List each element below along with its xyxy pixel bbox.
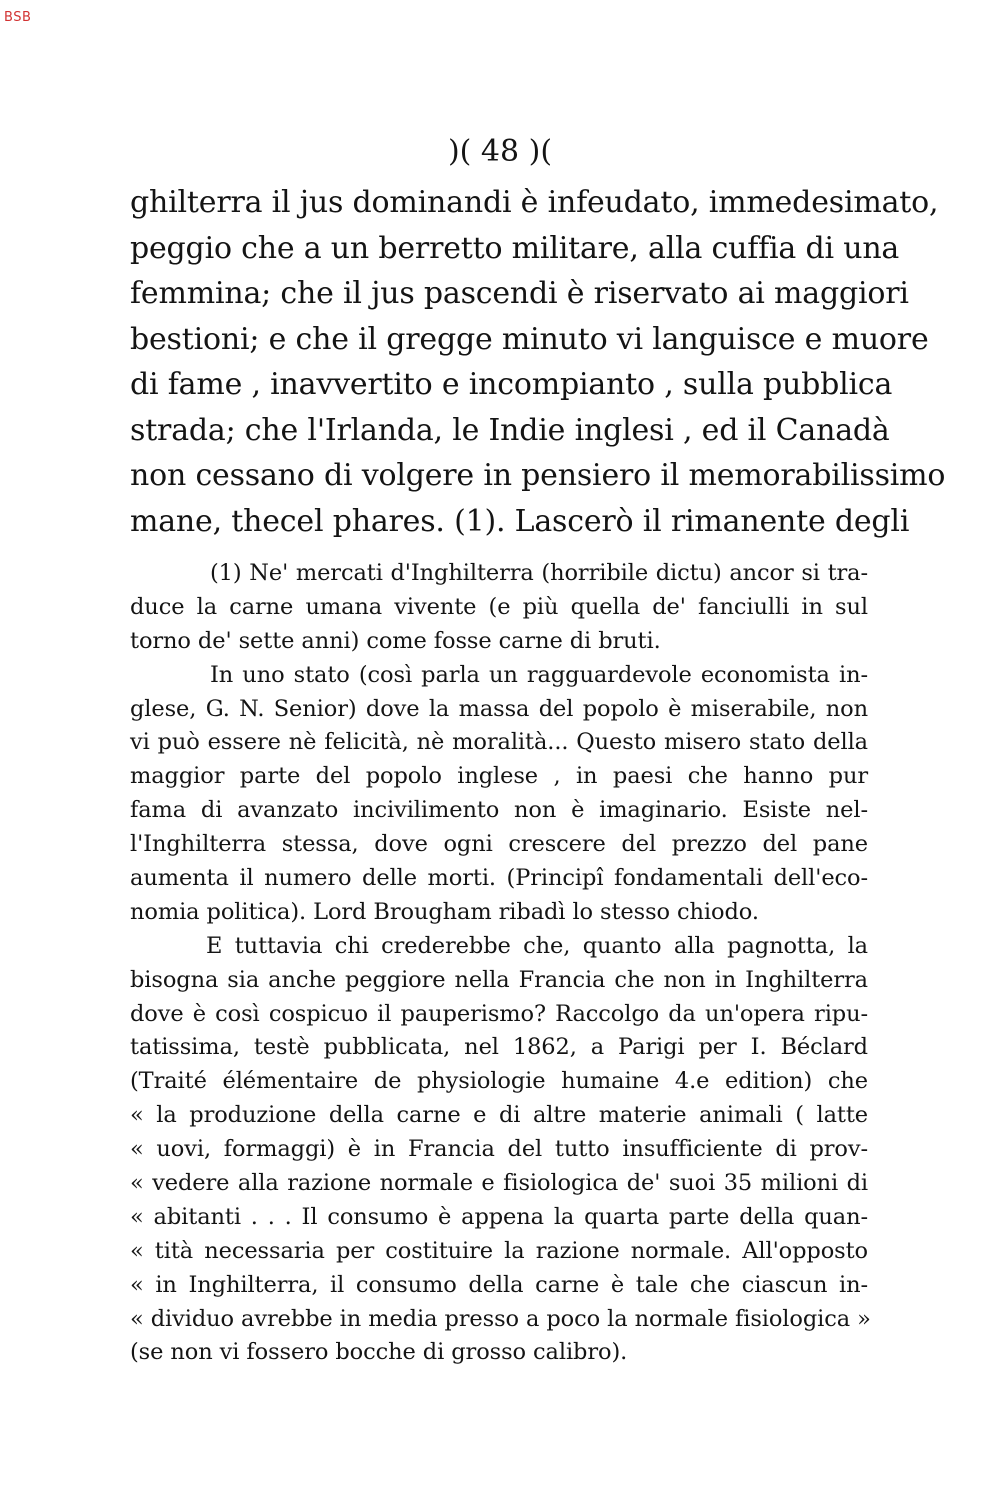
footnote-line: « dividuo avrebbe in media presso a poco la normale fisiologica » [130,1305,871,1332]
main-line: non cessano di volgere in pensiero il memorabilissimo [130,458,946,493]
footnote-line: « in Inghilterra, il consumo della carne è tale che ciascun in- [130,1271,868,1298]
footnote-line: maggior parte del popolo inglese , in paesi che hanno pur [130,763,868,790]
main-line: mane, thecel phares. (1). Lascerò il rimanente degli [130,503,910,539]
footnote-block [130,557,871,1370]
footnote-line: nomia politica). Lord Brougham ribadì lo stesso chiodo. [130,898,759,925]
footnote-line: (Traité élémentaire de physiologie humaine 4.e edition) che [130,1068,868,1095]
footnote-line: (se non vi fossero bocche di grosso calibro). [130,1339,628,1366]
footnote-line: « abitanti . . . Il consumo è appena la quarta parte della quan- [130,1203,868,1230]
main-line: ghilterra il jus dominandi è infeudato, immedesimato, [130,185,939,220]
footnote-line: aumenta il numero delle morti. (Principî fondamentali dell'eco- [130,865,868,892]
footnote-line: vi può essere nè felicità, nè moralità... Questo misero stato della [130,729,868,756]
footnote-line: dove è così cospicuo il pauperismo? Raccolgo da un'opera ripu- [130,1000,868,1027]
main-line: femmina; che il jus pascendi è riservato ai maggiori [130,276,909,311]
footnote-line: (1) Ne' mercati d'Inghilterra (horribile dictu) ancor si tra- [210,560,868,586]
main-line: bestioni; e che il gregge minuto vi languisce e muore [130,321,929,357]
footnote-line: torno de' sette anni) come fosse carne di bruti. [130,627,661,654]
footnote-line: duce la carne umana vivente (e più quella de' fanciulli in sul [130,593,868,620]
footnote-line: « vedere alla razione normale e fisiologica de' suoi 35 milioni di [130,1170,868,1197]
footnote-line: tatissima, testè pubblicata, nel 1862, a Parigi per I. Béclard [130,1034,868,1061]
footnote-line: « la produzione della carne e di altre materie animali ( latte [130,1102,868,1129]
footnote-line: l'Inghilterra stessa, dove ogni crescere del prezzo del pane [130,831,868,858]
main-line: di fame , inavvertito e incompianto , sulla pubblica [130,367,893,402]
footnote-line: bisogna sia anche peggiore nella Francia che non in Inghilterra [130,966,868,993]
main-text [130,180,946,544]
footnote-line: glese, G. N. Senior) dove la massa del popolo è miserabile, non [130,695,868,722]
footnote-line: In uno stato (così parla un ragguardevole economista in- [210,661,868,688]
main-line: peggio che a un berretto militare, alla cuffia di una [130,230,900,266]
footnote-line: E tuttavia chi crederebbe che, quanto alla pagnotta, la [206,932,868,959]
main-line: strada; che l'Irlanda, le Indie inglesi , ed il Canadà [130,412,890,448]
page-number: )( 48 )( [447,134,553,169]
library-stamp: BSB [4,10,32,25]
footnote-line: « uovi, formaggi) è in Francia del tutto insufficiente di prov- [130,1136,868,1163]
footnote-line: « tità necessaria per costituire la razione normale. All'opposto [130,1237,868,1264]
footnote-line: fama di avanzato incivilimento non è imaginario. Esiste nel- [130,797,868,824]
